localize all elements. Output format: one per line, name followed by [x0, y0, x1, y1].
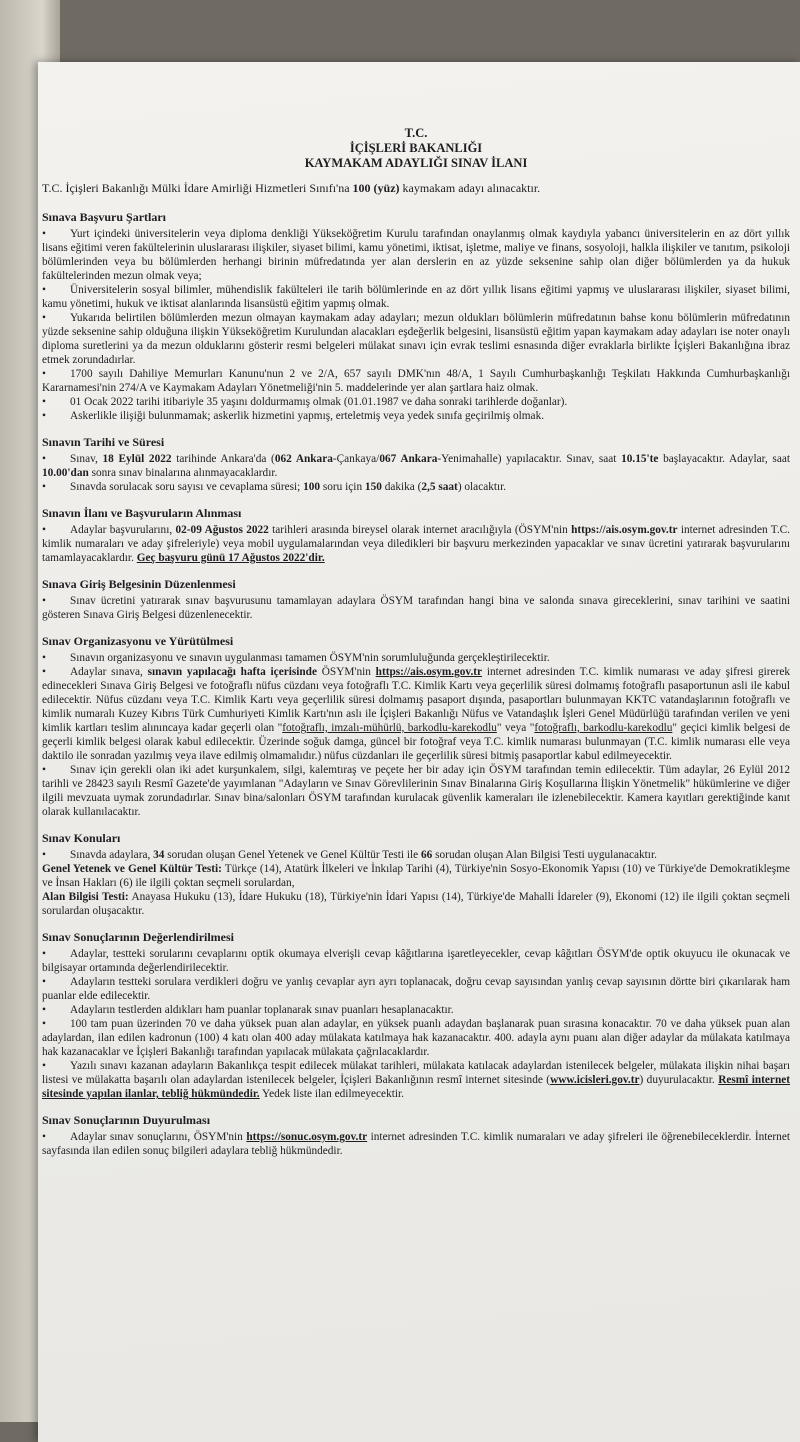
sonuc-link: https://sonuc.osym.gov.tr [246, 1131, 368, 1143]
list-item: • Sınav ücretini yatırarak sınav başvurusunu tamamlayan adaylara ÖSYM tarafından hangi bina ve salonda sınava gireceklerini, sınav tarihini ve saatini gösteren Sınava Giriş Belgesi düzenlenecektir. [42, 594, 790, 622]
list-item: • 100 tam puan üzerinden 70 ve daha yüksek puan alan adaylar, en yüksek puanlı adaydan başlanarak puan sırasına konacaktır. 70 ve daha yüksek puan alan adaylardan, ilan edilen kadronun (100) 4 katı olan 400 aday mülakata katılmaya hak kazanacaktır. 400. adayla aynı puanı alan diğer adaylar da mülakata katılmaya hak kazanacaklar ve İçişleri Bakanlığı tarafından yapılacak mülakata çağrılacaklardır. [42, 1017, 790, 1059]
document-page [38, 62, 800, 1442]
list-item: • Adayların testlerden aldıkları ham puanlar toplanarak sınav puanları hesaplanacaktır. [42, 1003, 790, 1017]
list-item: • Adaylar sınava, sınavın yapılacağı hafta içerisinde ÖSYM'nin https://ais.osym.gov.tr internet adresinden T.C. kimlik numarası ve aday şifresi girerek edinecekleri Sınava Giriş Belgesi ve fotoğraflı nüfus cüzdanı veya fotoğraflı T.C. Kimlik Kartı veya geçerlilik süresi dolmamış fotoğraflı pasaportunun asli ile kabul edilecektir. Nüfus cüzdanı veya T.C. Kimlik Kartı veya geçerlilik süresi dolmamış pasaport dışında, pasaportları bulunmayan KKTC vatandaşlarının fotoğraflı ve kimlik numaralı Kuzey Kıbrıs Türk Cumhuriyeti Kimlik Kartı'nın aslı ile İçişleri Bakanlığı Nüfus ve Vatandaşlık İşleri Genel Müdürlüğü tarafından verilen ve yeni kimlik kartları teslim alınıncaya kadar geçerli olan "fotoğraflı, imzalı-mühürlü, barkodlu-karekodlu" veya "fotoğraflı, barkodlu-karekodlu" geçici kimlik belgesi de geçerli kimlik belgesi olarak kabul edilecektir. Üzerinde soğuk damga, güncel bir fotoğraf veya T.C. kimlik numarası bulunmayan (T.C. kimlik numarası elle veya daktilo ile sonradan yazılmış veya ilave edilmiş olmamalıdır.) nüfus cüzdanları ile geçerlilik süresi bitmiş pasaportlar kabul edilmeyecektir. [42, 665, 790, 763]
section-title-giris-belgesi: Sınava Giriş Belgesinin Düzenlenmesi [42, 577, 236, 591]
header-line-2: İÇİŞLERİ BAKANLIĞI [349, 141, 483, 155]
section-title-degerlendirme: Sınav Sonuçlarının Değerlendirilmesi [42, 930, 235, 944]
document-content [42, 126, 790, 1158]
paragraph-alan-bilgisi: Alan Bilgisi Testi: Anayasa Hukuku (13), İdare Hukuku (18), Türkiye'nin İdari Yapısı (14), Türkiye'de Mahalli İdareler (9), Ekonomi (12) ile ilgili çoktan seçmeli sorulardan oluşacaktır. [42, 891, 790, 917]
list-item: • Yurt içindeki üniversitelerin veya diploma denkliği Yükseköğretim Kurulu tarafından onaylanmış olmak kaydıyla yabancı üniversitelerin en az dört yıllık lisans eğitimi veren fakültelerinin uluslararası ilişkiler, siyaset bilimi, kamu yönetimi, iktisat, işletme, maliye ve finans, sosyoloji, halkla ilişkiler ve tanıtım, psikoloji bölümlerinden veya bu bölümlerden herhangi birinin müfredatında yer alan derslerin en az yüzde seksenine sahip olan diğer bölümlerden ya da hukuk fakültelerinden mezun olmak veya; [42, 227, 790, 283]
section-title-basvuru-sartlari: Sınava Başvuru Şartları [42, 210, 167, 224]
list-item: • Sınavda sorulacak soru sayısı ve cevaplama süresi; 100 soru için 150 dakika (2,5 saat) olacaktır. [42, 480, 790, 494]
intro-text: T.C. İçişleri Bakanlığı Mülki İdare Amirliği Hizmetleri Sınıfı'na 100 (yüz) kaymakam adayı alınacaktır. [42, 181, 541, 195]
list-item: • Yazılı sınavı kazanan adayların Bakanlıkça tespit edilecek mülakat tarihleri, mülakata katılacak adaylardan istenilecek belgeler, mülakata ilişkin nihai başarı listesi ve mülakatta başarılı olan adaylardan istenilecek belgeler, İçişleri Bakanlığının resmî internet sitesinde (www.icisleri.gov.tr) duyurulacaktır. Resmî internet sitesinde yapılan ilanlar, tebliğ hükmündedir. Yedek liste ilan edilmeyecektir. [42, 1059, 790, 1101]
list-item: • Adayların testteki sorulara verdikleri doğru ve yanlış cevaplar ayrı ayrı toplanacak, doğru cevap sayısından yanlış cevap sayısının dörtte biri çıkarılarak ham puanlar elde edilecektir. [42, 975, 790, 1003]
list-item: • Sınavın organizasyonu ve sınavın uygulanması tamamen ÖSYM'nin sorumluluğunda gerçekleştirilecektir. [42, 651, 790, 665]
header-line-1: T.C. [404, 126, 428, 140]
list-item: • Adaylar başvurularını, 02-09 Ağustos 2022 tarihleri arasında bireysel olarak internet aracılığıyla (ÖSYM'nin https://ais.osym.gov.tr internet adresinden T.C. kimlik numaraları ve aday şifreleriyle) veya mobil uygulamalarından veya diledikleri bir başvuru merkezinden yapacaklar ve sınav ücretini yatırarak başvurularını tamamlayacaklardır. Geç başvuru günü 17 Ağustos 2022'dir. [42, 523, 790, 565]
list-item: • Askerlikle ilişiği bulunmamak; askerlik hizmetini yapmış, erteletmiş veya yedek sınıfa geçirilmiş olmak. [42, 409, 790, 423]
list-item: • 01 Ocak 2022 tarihi itibariyle 35 yaşını doldurmamış olmak (01.01.1987 ve daha sonraki tarihlerde doğanlar). [42, 395, 790, 409]
section-title-ilan-basvurular: Sınavın İlanı ve Başvuruların Alınması [42, 506, 242, 520]
osym-link: https://ais.osym.gov.tr [571, 524, 678, 536]
paragraph-genel-yetenek: Genel Yetenek ve Genel Kültür Testi: Türkçe (14), Atatürk İlkeleri ve İnkılap Tarihi (4), Türkiye'nin Sosyo-Ekonomik Yapısı (10) ve Türkiye'de Demokratikleşme ve İnsan Hakları (6) ile ilgili çoktan seçmeli sorulardan, [42, 863, 790, 889]
list-item: • 1700 sayılı Dahiliye Memurları Kanunu'nun 2 ve 2/A, 657 sayılı DMK'nın 48/A, 1 Sayılı Cumhurbaşkanlığı Teşkilatı Hakkında Cumhurbaşkanlığı Kararnamesi'nin 274/A ve Kaymakam Adayları Yönetmeliği'nin 5. maddelerinde yer alan şartlara haiz olmak. [42, 367, 790, 395]
list-item: • Adaylar, testteki sorularını cevaplarını optik okumaya elverişli cevap kâğıtlarına işaretleyecekler, cevap kâğıtları ÖSYM'de optik okuyucu ile okunacak ve bilgisayar ortamında değerlendirilecektir. [42, 947, 790, 975]
list-item: • Sınav için gerekli olan iki adet kurşunkalem, silgi, kalemtıraş ve peçete her bir aday için ÖSYM tarafından temin edilecektir. Tüm adaylar, 26 Eylül 2012 tarihli ve 28423 sayılı Resmî Gazete'de yayımlanan "Adayların ve Sınav Görevlilerinin Sınav Binalarına Giriş Koşullarına İlişkin Yönetmelik" hükümlerine ve diğer ilgili mevzuata uymak zorundadırlar. Sınav bina/salonları ÖSYM tarafından kurulacak güvenlik kameraları ile izlenebilecektir. Kamera kayıtları gerektiğinde kanıt olarak kullanılacaktır. [42, 763, 790, 819]
section-title-konular: Sınav Konuları [42, 831, 121, 845]
section-title-duyurulmasi: Sınav Sonuçlarının Duyurulması [42, 1113, 211, 1127]
icisleri-link: www.icisleri.gov.tr [550, 1074, 640, 1086]
list-item: • Sınavda adaylara, 34 sorudan oluşan Genel Yetenek ve Genel Kültür Testi ile 66 sorudan oluşan Alan Bilgisi Testi uygulanacaktır. [42, 848, 790, 862]
osym-link: https://ais.osym.gov.tr [375, 666, 483, 678]
list-item: • Sınav, 18 Eylül 2022 tarihinde Ankara'da (062 Ankara-Çankaya/067 Ankara-Yenimahalle) yapılacaktır. Sınav, saat 10.15'te başlayacaktır. Adaylar, saat 10.00'dan sonra sınav binalarına alınmayacaklardır. [42, 452, 790, 480]
list-item: • Üniversitelerin sosyal bilimler, mühendislik fakülteleri ile tarih bölümlerinde en az dört yıllık lisans eğitimi yapmış ve uluslararası ilişkiler, siyaset bilimi, kamu yönetimi, hukuk ve iktisat alanlarında lisansüstü eğitim yapmış olmak. [42, 283, 790, 311]
section-title-tarih-suresi: Sınavın Tarihi ve Süresi [42, 435, 165, 449]
late-application-note: Geç başvuru günü 17 Ağustos 2022'dir. [136, 552, 325, 564]
list-item: • Yukarıda belirtilen bölümlerden mezun olmayan kaymakam aday adayları; mezun oldukları bölümlerin müfredatının bahse konu bölümlerin müfredatının yüzde seksenine sahip olduğuna ilişkin Yükseköğretim Kurulundan alacakları eşdeğerlik belgesini, lisansüstü eğitim yapan kaymakam aday adayları ise noter onaylı diploma suretlerini ya da mezun olduklarını gösterir resmi belgeleri mülakat sınavı için evrak teslimi esnasında diğer evraklarla birlikte İçişleri Bakanlığına ibraz etmek zorundadırlar. [42, 311, 790, 367]
header-line-3: KAYMAKAM ADAYLIĞI SINAV İLANI [304, 156, 528, 170]
section-title-organizasyon: Sınav Organizasyonu ve Yürütülmesi [42, 634, 234, 648]
list-item: • Adaylar sınav sonuçlarını, ÖSYM'nin https://sonuc.osym.gov.tr internet adresinden T.C. kimlik numaraları ve aday şifreleri ile öğrenebileceklerdir. İnternet sayfasında ilan edilen sonuç bilgileri adaylara tebliğ hükmündedir. [42, 1130, 790, 1158]
